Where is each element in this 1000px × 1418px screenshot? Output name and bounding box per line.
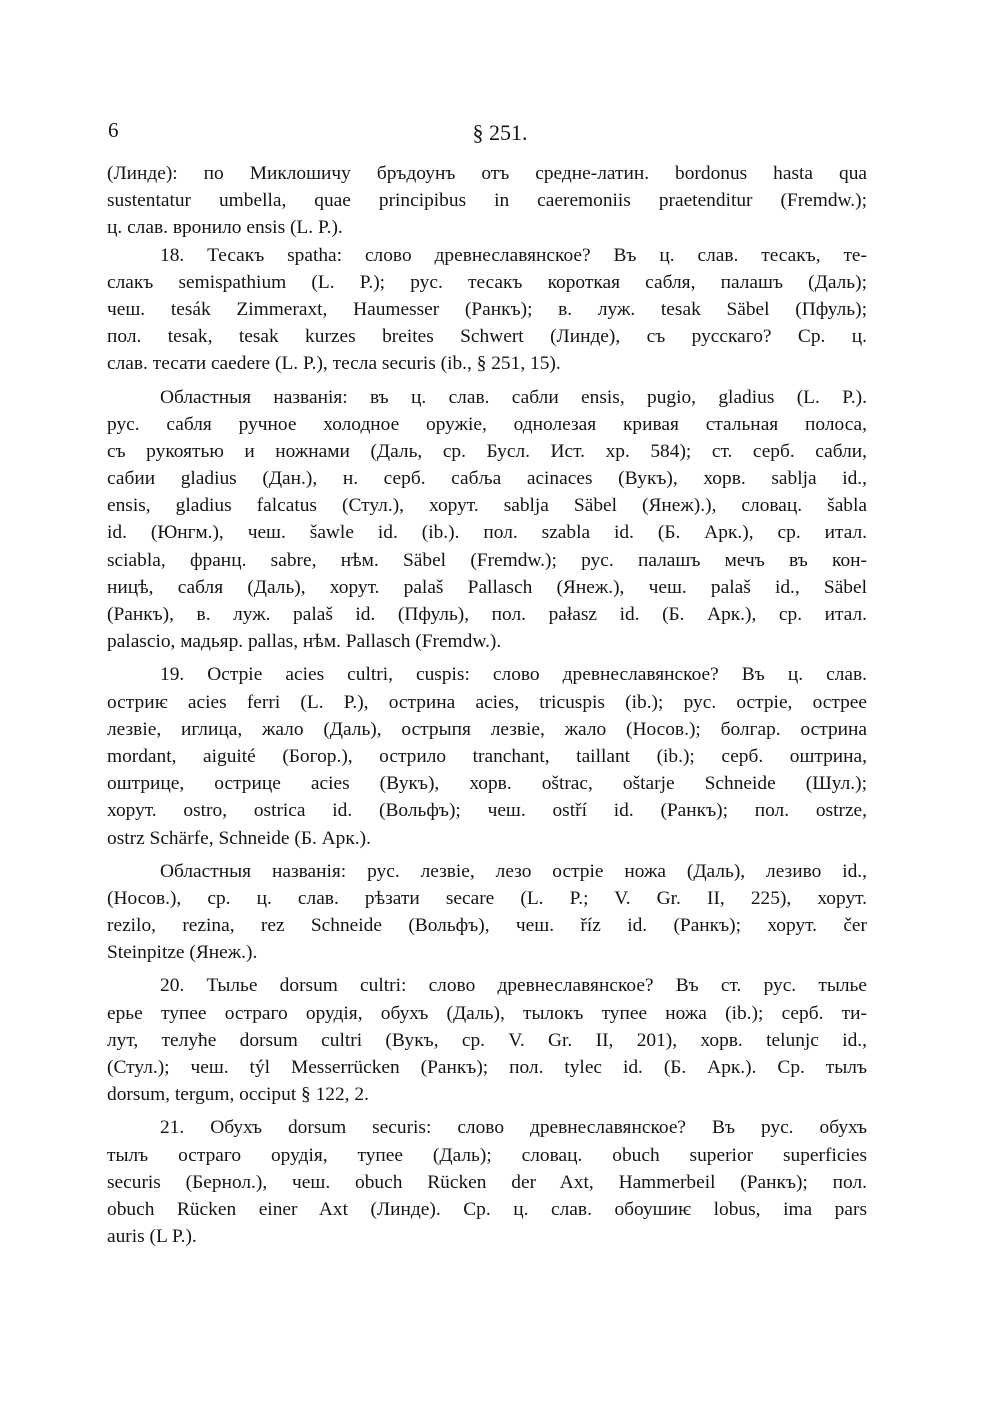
text-line: съ рукоятью и ножнами (Даль, ср. Бусл. Ист. хр. 584); ст. серб. сабли, bbox=[107, 440, 867, 462]
text-line: auris (L P.). bbox=[107, 1226, 197, 1248]
text-line: остриѥ acies ferri (L. P.), острина acies, tricuspis (ib.); рус. остріе, острее bbox=[107, 691, 867, 713]
text-line: 20. Тылье dorsum cultri: слово древнеславянское? Въ ст. рус. тылье bbox=[160, 975, 867, 997]
text-line: palascio, мадьяр. pallas, нѣм. Pallasch (Fremdw.). bbox=[107, 631, 502, 653]
text-line: Steinpitze (Янеж.). bbox=[107, 942, 258, 964]
page-number: 6 bbox=[108, 118, 119, 142]
text-line: слакъ semispathium (L. P.); рус. тесакъ короткая сабля, палашъ (Даль); bbox=[107, 271, 867, 293]
text-line: rezilo, rezina, rez Schneide (Вольфъ), чеш. říz id. (Ранкъ); хорут. čer bbox=[107, 915, 867, 937]
text-line: obuch Rücken einer Axt (Линде). Ср. ц. слав. обоушиѥ lobus, ima pars bbox=[107, 1198, 867, 1220]
text-line: 18. Тесакъ spatha: слово древнеславянское? Въ ц. слав. тесакъ, те- bbox=[160, 244, 867, 266]
text-line: рус. сабля ручное холодное оружіе, однолезая кривая стальная полоса, bbox=[107, 413, 867, 435]
text-line: ерье тупее остраго орудія, обухъ (Даль), тылокъ тупее ножа (ib.); серб. ти- bbox=[107, 1002, 867, 1024]
text-line: (Линде): по Миклошичу бръдоунъ отъ средне-латин. bordonus hasta qua bbox=[107, 163, 867, 184]
text-line: тылъ остраго орудія, тупее (Даль); словац. obuch superior superficies bbox=[107, 1144, 867, 1166]
text-line: (Ранкъ), в. луж. palaš id. (Пфуль), пол. pałasz id. (Б. Арк.), ср. итал. bbox=[107, 604, 867, 625]
text-line: ensis, gladius falcatus (Стул.), хорут. sablja Säbel (Янеж).), словац. šabla bbox=[107, 495, 867, 517]
text-line: (Носов.), ср. ц. слав. рѣзати secare (L. P.; V. Gr. II, 225), хорут. bbox=[107, 887, 867, 909]
text-line: чеш. tesák Zimmeraxt, Haumesser (Ранкъ); в. луж. tesak Säbel (Пфуль); bbox=[107, 298, 867, 320]
text-line: оштрице, острице acies (Вукъ), хорв. oštrac, oštarje Schneide (Шул.); bbox=[107, 773, 867, 795]
running-head: § 251. bbox=[472, 120, 528, 145]
text-line: (Стул.); чеш. týl Messerrücken (Ранкъ); пол. tylec id. (Б. Арк.). Ср. тылъ bbox=[107, 1057, 867, 1078]
text-line: Областныя названія: въ ц. слав. сабли ensis, pugio, gladius (L. P.). bbox=[160, 386, 867, 408]
text-line: слав. тесати caedere (L. P.), тесла securis (ib., § 251, 15). bbox=[107, 353, 561, 375]
text-line: sciabla, франц. sabre, нѣм. Säbel (Fremdw.); рус. палашъ мечъ въ кон- bbox=[107, 549, 867, 571]
text-line: mordant, aiguité (Богор.), острило tranchant, taillant (ib.); серб. оштрина, bbox=[107, 745, 867, 767]
text-line: хорут. ostro, ostrica id. (Вольфъ); чеш. ostří id. (Ранкъ); пол. ostrze, bbox=[107, 800, 867, 822]
text-line: Областныя названія: рус. лезвіе, лезо остріе ножа (Даль), лезиво id., bbox=[160, 860, 867, 882]
text-line: ницѣ, сабля (Даль), хорут. palaš Pallasch (Янеж.), чеш. palaš id., Säbel bbox=[107, 576, 867, 598]
text-line: securis (Бернол.), чеш. obuch Rücken der Axt, Hammerbeil (Ранкъ); пол. bbox=[107, 1171, 867, 1193]
text-line: ц. слав. вронило ensis (L. P.). bbox=[107, 217, 343, 239]
text-line: сабии gladius (Дан.), н. серб. сабља acinaces (Вукъ), хорв. sablja id., bbox=[107, 468, 867, 490]
text-line: лут, телуће dorsum cultri (Вукъ, ср. V. Gr. II, 201), хорв. telunjc id., bbox=[107, 1029, 867, 1051]
text-line: sustentatur umbella, quae principibus in caeremoniis praetenditur (Fremdw.); bbox=[107, 190, 867, 212]
text-line: лезвіе, иглица, жало (Даль), острыпя лезвіе, жало (Носов.); болгар. острина bbox=[107, 718, 867, 740]
text-line: 21. Обухъ dorsum securis: слово древнеславянское? Въ рус. обухъ bbox=[160, 1117, 867, 1139]
text-line: пол. tesak, tesak kurzes breites Schwert (Линде), съ русскаго? Ср. ц. bbox=[107, 326, 867, 348]
text-line: 19. Остріе acies cultri, cuspis: слово древнеславянское? Въ ц. слав. bbox=[160, 664, 867, 686]
text-line: dorsum, tergum, occiput § 122, 2. bbox=[107, 1084, 369, 1106]
text-line: id. (Юнгм.), чеш. šawle id. (ib.). пол. szabla id. (Б. Арк.), ср. итал. bbox=[107, 522, 867, 544]
body-text bbox=[107, 160, 867, 1250]
text-line: ostrz Schärfe, Schneide (Б. Арк.). bbox=[107, 827, 371, 849]
